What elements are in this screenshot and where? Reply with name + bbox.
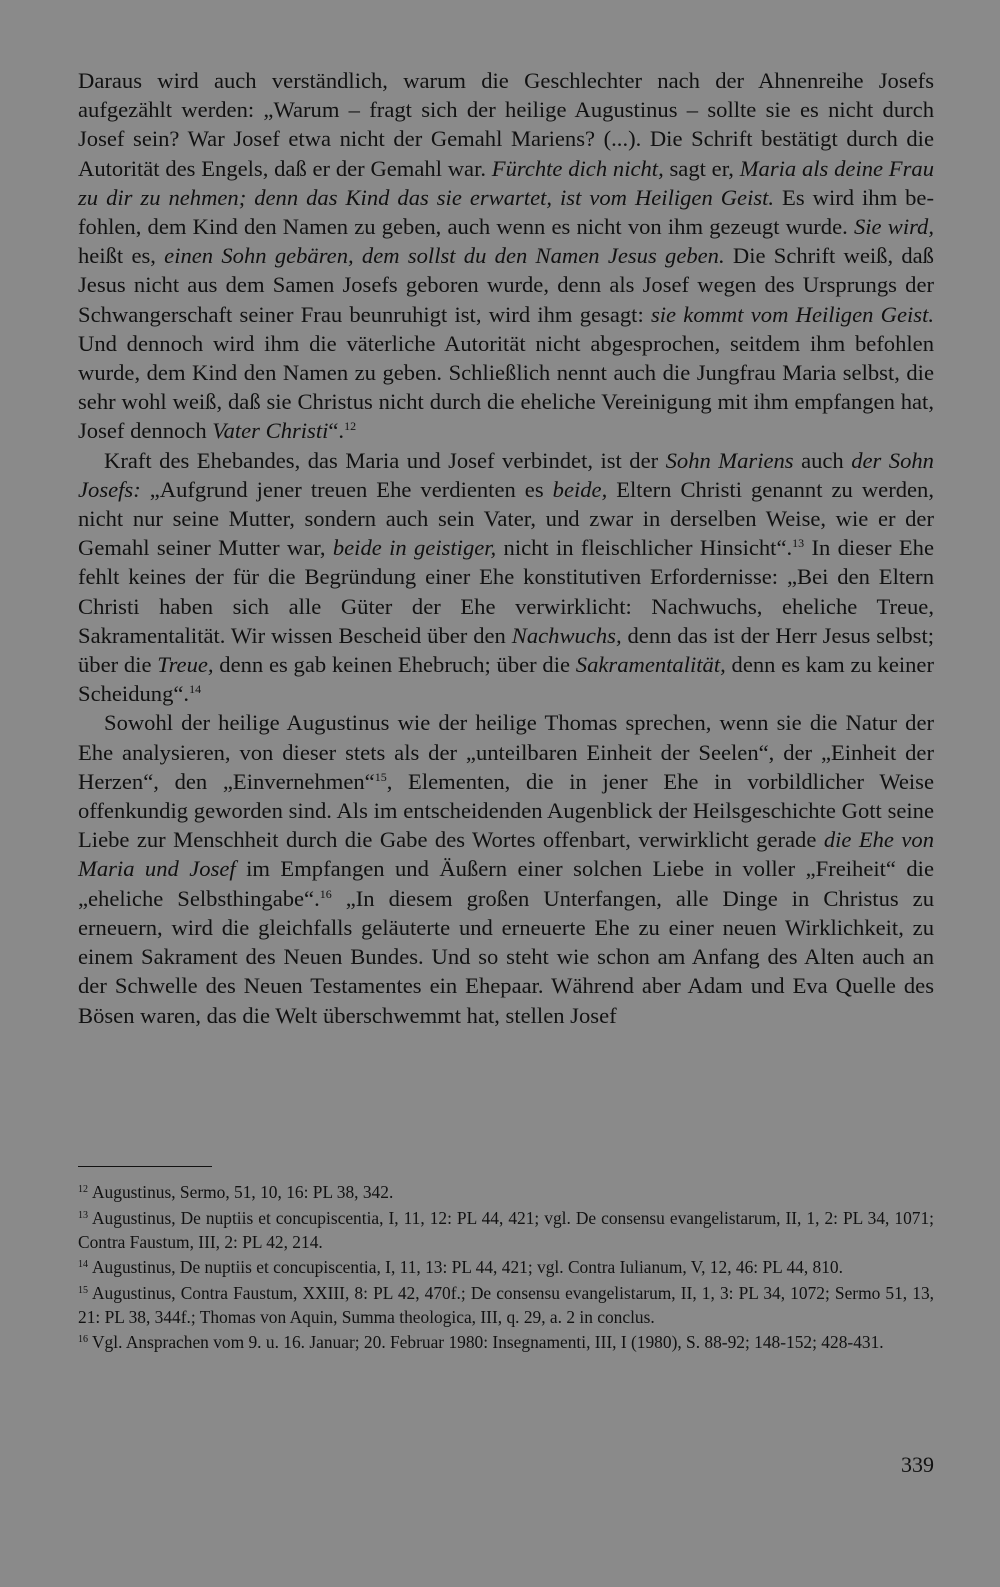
paragraph-3	[78, 708, 934, 1029]
text-run: „Aufgrund jener treuen Ehe verdienten es	[140, 476, 553, 502]
italic-quote: Vater Christi	[212, 418, 329, 444]
text-run: Sowohl der heilige Augustinus wie der heilige Thomas sprechen, wenn sie die Natur der Ehe analysieren, von dieser stets als der „unteilbaren Einheit der Seelen“, der „Einheit der Herzen“, den „Einvernehmen“	[78, 710, 934, 794]
text-run: im Empfangen und Äußern einer solchen Liebe in voller „Freiheit“ die „eheliche Selbsthingabe“.	[78, 856, 934, 911]
text-run: Daraus wird auch verständlich, warum die Geschlechter nach der Ahnenreihe Josefs aufgezählt werden: „Warum – fragt sich der heilige Augustinus – sollte sie es nicht durch Josef sein? War Josef etwa nicht der Gemahl Mariens? (...). Die Schrift bestätigt durch die Autorität des Engels, daß er der Gemahl war.	[78, 68, 934, 181]
footnote-text: Augustinus, Sermo, 51, 10, 16: PL 38, 342.	[92, 1182, 394, 1202]
italic-quote: Sie wird,	[853, 214, 934, 240]
italic-phrase: Sakramentalität,	[575, 652, 726, 678]
text-run: Kraft des Ehebandes, das Maria und Josef verbindet, ist der	[104, 447, 666, 473]
page-number: 339	[901, 1452, 934, 1477]
text-run: nicht in fleischlicher Hinsicht“.	[496, 535, 793, 561]
text-run: In dieser Ehe fehlt keines der für die Begründung einer Ehe konstitutiven Erfordernisse: „Bei den Eltern Christi haben sich alle Güter der Ehe verwirklicht: Nachwuchs, eheliche Treue, Sakramentalität. Wir wissen Bescheid über den	[78, 535, 935, 648]
italic-quote: sie kommt vom Heiligen Geist.	[650, 301, 934, 327]
footnote-ref-16[interactable]: 16	[319, 886, 332, 901]
italic-quote: Maria als deine Frau zu dir zu nehmen; denn das Kind das sie erwartet, ist vom Heiligen Geist.	[78, 155, 934, 210]
text-run: denn es gab keinen Ehebruch; über die	[213, 652, 576, 678]
text-run: Es wird ihm befohlen, dem Kind den Namen zu geben, auch wenn es nicht von ihm gezeugt wurde.	[78, 184, 934, 240]
text-run: , Elementen, die in jener Ehe in vorbildlicher Weise offenkundig geworden sind. Als im entscheidenden Augenblick der Heilsgeschichte Gott seine Liebe zur Menschheit durch die Gabe des Wortes offenbart, verwirklicht gerade	[78, 768, 934, 853]
footnote-number: 12	[78, 1184, 88, 1195]
footnote-13	[78, 1206, 934, 1254]
italic-quote: einen Sohn gebären, dem sollst du den Namen Jesus geben.	[164, 243, 725, 269]
main-text	[78, 66, 934, 1030]
italic-phrase: beide,	[552, 476, 608, 502]
text-run: Und dennoch wird ihm die väterliche Autorität nicht abgesprochen, seitdem ihm befohlen wurde, dem Kind den Namen zu geben. Schließlich nennt auch die Jungfrau Maria selbst, die sehr wohl weiß, daß sie Christus nicht durch die eheliche Vereinigung mit ihm empfangen hat, Josef dennoch	[78, 330, 934, 444]
text-run: „In diesem großen Unterfangen, alle Dinge in Christus zu erneuern, wird die gleichfalls geläuterte und erneuerte Ehe zu einer neuen Wirklichkeit, zu einem Sakrament des Neuen Bundes. Und so steht wie schon am Anfang des Alten auch an der Schwelle des Neuen Testamentes ein Ehepaar. Während aber Adam und Eva Quelle des Bösen waren, das die Welt überschwemmt hat, stellen Josef	[78, 885, 934, 1028]
footnote-text: Augustinus, Contra Faustum, XXIII, 8: PL 42, 470f.; De consensu evangelistarum, II, 1, 3: PL 34, 1072; Sermo 51, 13, 21: PL 38, 344f.; Thomas von Aquin, Summa theologica, III, q. 29, a. 2 in conclus.	[78, 1282, 934, 1327]
footnote-number: 15	[78, 1284, 88, 1296]
italic-quote: Fürchte dich nicht,	[491, 155, 664, 181]
footnote-number: 14	[78, 1259, 88, 1271]
text-run: denn es kam zu keiner Scheidung“.	[78, 652, 934, 707]
footnote-ref-15[interactable]: 15	[374, 769, 387, 784]
footnotes	[78, 1180, 934, 1356]
italic-phrase: Nachwuchs,	[511, 622, 622, 648]
italic-phrase: Treue,	[157, 652, 214, 678]
footnote-text: Augustinus, De nuptiis et concupiscentia, I, 11, 12: PL 44, 421; vgl. De consensu evangelistarum, II, 1, 2: PL 34, 1071; Contra Faustum, III, 2: PL 42, 214.	[78, 1207, 934, 1252]
italic-phrase: der Sohn Josefs:	[78, 447, 934, 502]
text-run: Eltern Christi genannt zu werden, nicht nur seine Mutter, sondern auch sein Vater, und zwar in derselben Weise, wie er der Gemahl seiner Mutter war,	[78, 476, 934, 561]
italic-phrase: die Ehe von Maria und Josef	[78, 827, 934, 882]
footnote-number: 13	[78, 1209, 88, 1221]
text-run: “.	[328, 418, 345, 444]
text-run: heißt es,	[78, 243, 165, 269]
footnote-separator	[78, 1166, 212, 1167]
text-run: auch	[793, 447, 852, 473]
footnote-16	[78, 1330, 934, 1354]
footnote-12	[78, 1180, 934, 1204]
text-run: sagt er,	[663, 155, 740, 181]
paragraph-1	[78, 66, 934, 446]
italic-phrase: Sohn Mariens	[665, 447, 794, 473]
text-run: Die Schrift weiß, daß Jesus nicht aus dem Samen Josefs geboren wurde, denn als Josef wegen des Ursprungs der Schwangerschaft seiner Frau beunruhigt ist, wird ihm gesagt:	[78, 243, 934, 327]
footnote-14	[78, 1255, 934, 1279]
footnote-number: 16	[78, 1334, 88, 1346]
footnote-ref-12[interactable]: 12	[344, 419, 357, 434]
footnote-text: Augustinus, De nuptiis et concupiscentia, I, 11, 13: PL 44, 421; vgl. Contra Iulianum, V, 12, 46: PL 44, 810.	[92, 1257, 843, 1278]
footnote-text: Vgl. Ansprachen vom 9. u. 16. Januar; 20. Februar 1980: Insegnamenti, III, I (1980), S. 88-92; 148-152; 428-431.	[92, 1332, 884, 1353]
footnote-ref-13[interactable]: 13	[792, 536, 805, 551]
text-run: denn das ist der Herr Jesus selbst; über die	[78, 622, 934, 678]
footnote-15	[78, 1281, 934, 1329]
footnote-ref-14[interactable]: 14	[189, 682, 202, 697]
italic-phrase: beide in geistiger,	[332, 535, 497, 561]
paragraph-2	[78, 446, 934, 709]
